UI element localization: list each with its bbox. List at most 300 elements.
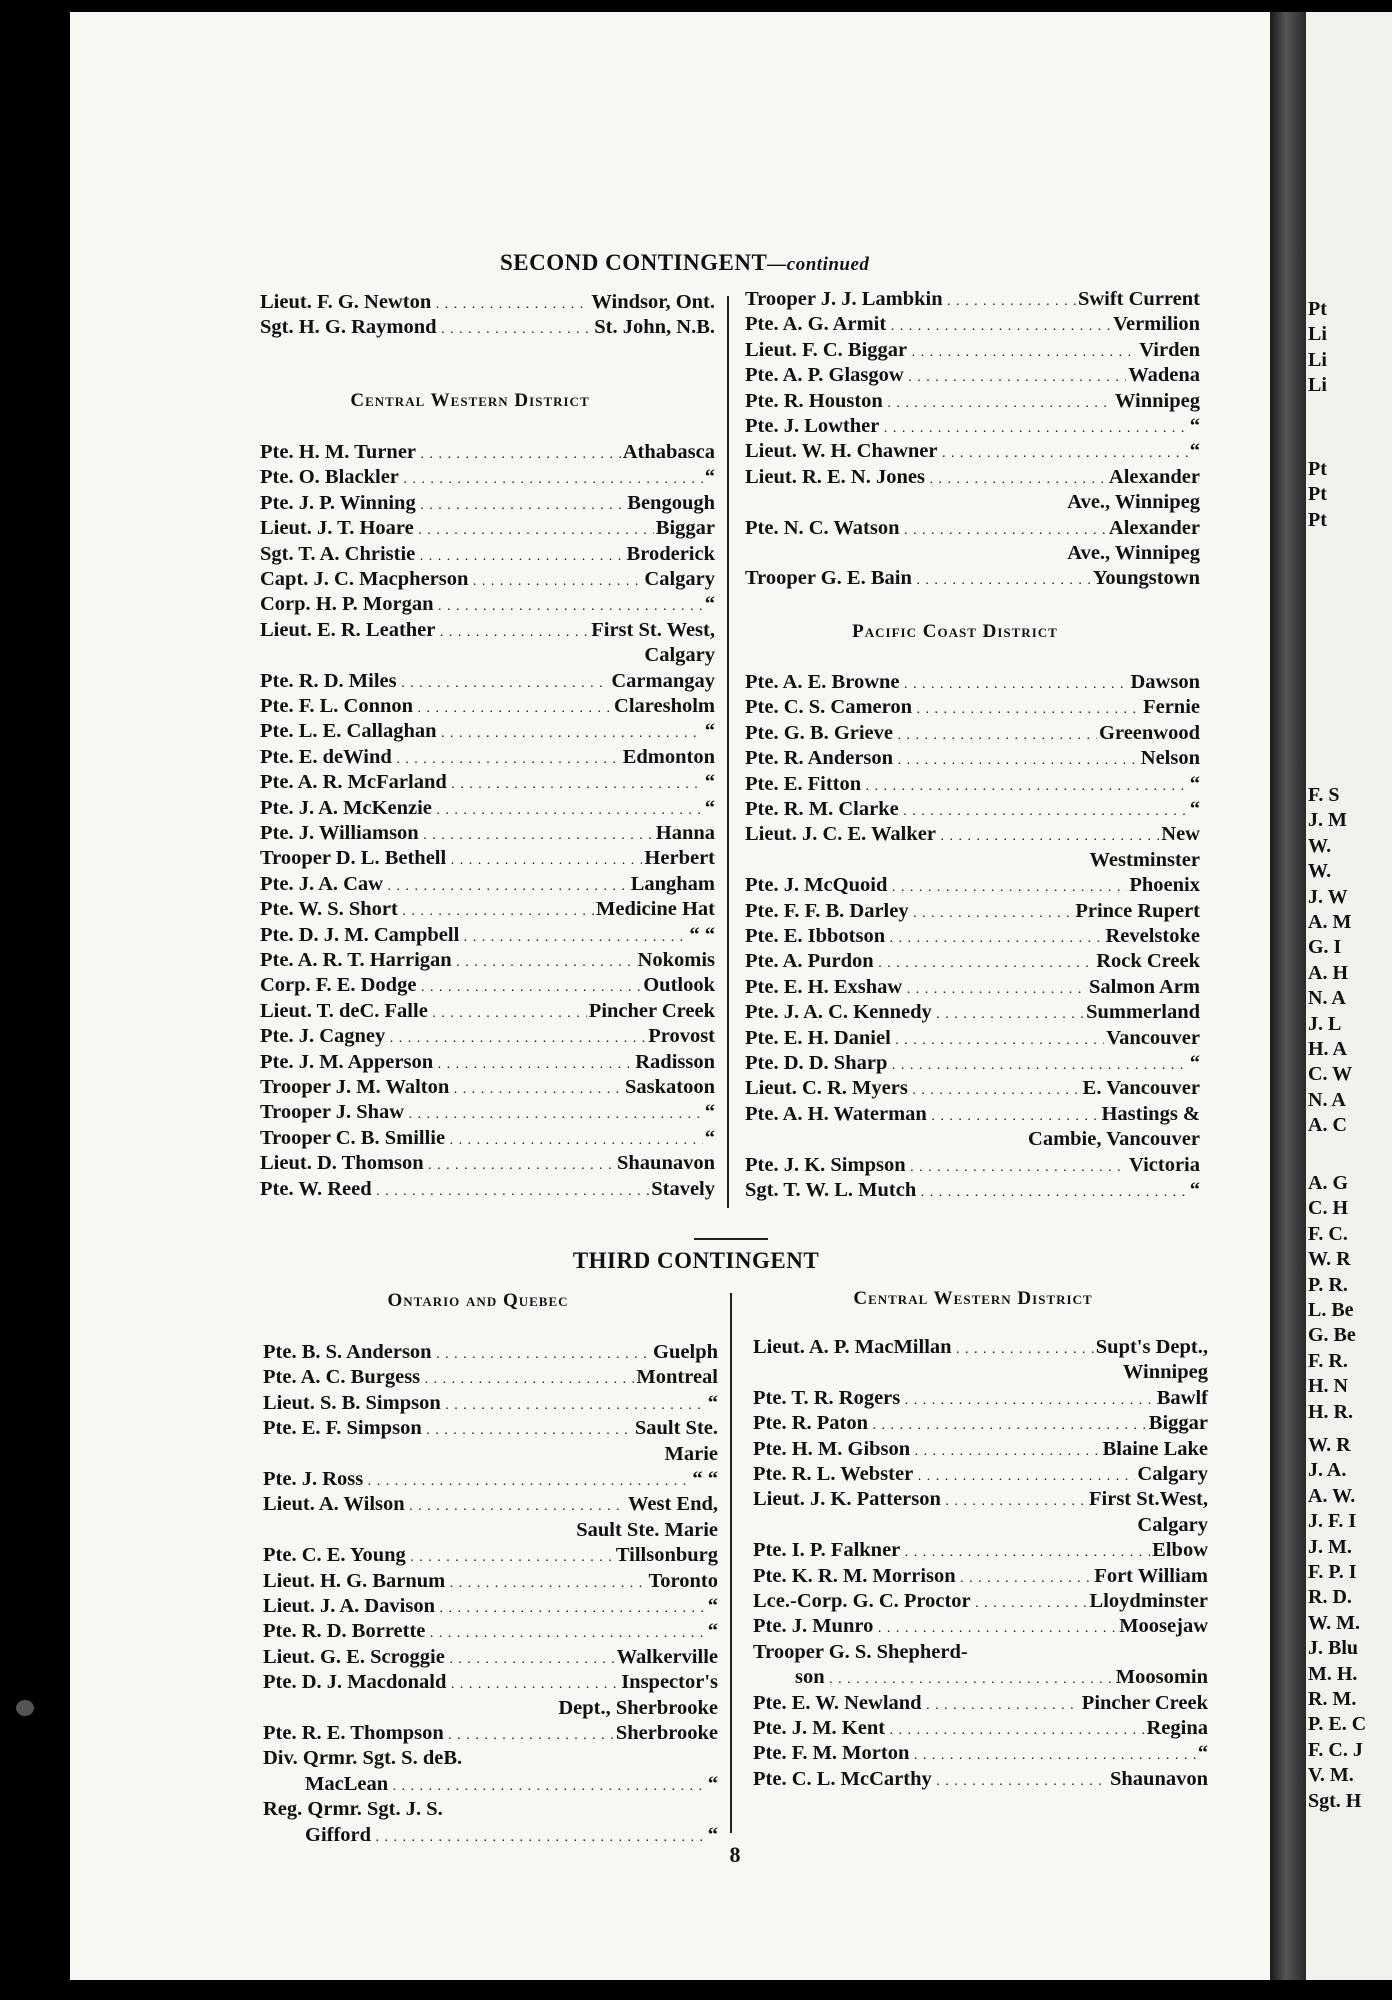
entry-name: Pte. F. M. Morton . . . bbox=[753, 1741, 1196, 1766]
entry-name: Lieut. R. E. N. Jones . . . bbox=[745, 465, 1107, 490]
entry-place: Broderick bbox=[626, 542, 715, 565]
entry-place: Hastings & bbox=[1101, 1102, 1200, 1125]
roster-entry bbox=[260, 770, 715, 795]
entry-place: Pincher Creek bbox=[588, 999, 715, 1022]
entry-place: Vancouver bbox=[1106, 1026, 1200, 1049]
entry-name: Gifford . . . bbox=[263, 1823, 706, 1848]
roster-entry bbox=[753, 1614, 1208, 1639]
entry-name: Pte. L. E. Callaghan . . . bbox=[260, 719, 703, 744]
adjacent-page-fragment: W. bbox=[1308, 860, 1332, 883]
entry-name: Pte. J. A. McKenzie . . . bbox=[260, 796, 703, 821]
roster-entry bbox=[263, 1746, 718, 1771]
entry-name: Pte. E. Fitton . . . bbox=[745, 772, 1188, 797]
entry-place: Swift Current bbox=[1077, 288, 1200, 310]
entry-name: Trooper J. J. Lambkin . . . bbox=[745, 287, 1076, 312]
entry-place: Biggar bbox=[655, 517, 715, 540]
entry-place: Rock Creek bbox=[1096, 950, 1200, 973]
roster-entry bbox=[260, 516, 715, 541]
roster-entry bbox=[745, 924, 1200, 949]
adjacent-page-fragment: G. Be bbox=[1308, 1324, 1356, 1347]
entry-place: First St. West, bbox=[591, 618, 715, 641]
roster-entry bbox=[745, 1102, 1200, 1127]
entry-name: Pte. J. P. Winning . . . bbox=[260, 491, 625, 516]
roster-entry bbox=[263, 1670, 718, 1695]
entry-name: Lieut. J. C. E. Walker . . . bbox=[745, 822, 1159, 847]
roster-entry bbox=[753, 1640, 1208, 1665]
roster-entry bbox=[753, 1691, 1208, 1716]
entry-name: Lieut. W. H. Chawner . . . bbox=[745, 439, 1188, 464]
roster-entry bbox=[263, 1467, 718, 1492]
entry-name: Lieut. J. T. Hoare . . . bbox=[260, 516, 654, 541]
entry-place-continued: Cambie, Vancouver bbox=[1028, 1128, 1200, 1151]
adjacent-page-fragment: H. N bbox=[1308, 1375, 1348, 1398]
entry-place: Moosomin bbox=[1115, 1666, 1208, 1689]
entry-place: Dawson bbox=[1130, 671, 1200, 693]
book-gutter bbox=[1270, 12, 1306, 1980]
roster-entry bbox=[260, 999, 715, 1024]
entry-name: Pte. A. Purdon . . . bbox=[745, 949, 1094, 974]
entry-name: Pte. I. P. Falkner . . . bbox=[753, 1538, 1150, 1563]
entry-place: “ bbox=[704, 796, 715, 819]
entry-place-continued: Marie bbox=[664, 1442, 718, 1465]
entry-place: Nelson bbox=[1140, 747, 1200, 770]
roster-entry bbox=[260, 973, 715, 998]
roster-entry bbox=[753, 1767, 1208, 1792]
entry-name: Pte. D. D. Sharp . . . bbox=[745, 1051, 1188, 1076]
roster-entry bbox=[263, 1391, 718, 1416]
entry-place: Athabasca bbox=[622, 441, 715, 463]
roster-entry bbox=[263, 1721, 718, 1746]
entry-name: Corp. F. E. Dodge . . . bbox=[260, 973, 641, 998]
entry-place: “ bbox=[704, 1126, 715, 1149]
entry-name: Pte. D. J. M. Campbell . . . bbox=[260, 923, 687, 948]
column-divider-bottom bbox=[730, 1293, 732, 1833]
entry-place: “ bbox=[704, 1101, 715, 1124]
roster-entry bbox=[260, 290, 715, 315]
roster-entry bbox=[263, 1543, 718, 1568]
entry-place: Moosejaw bbox=[1119, 1615, 1208, 1638]
adjacent-page-fragment: Pt bbox=[1308, 508, 1327, 531]
entry-name: MacLean . . . bbox=[263, 1772, 706, 1797]
roster-entry bbox=[260, 872, 715, 897]
entry-name: Pte. F. F. B. Darley . . . bbox=[745, 899, 1073, 924]
roster-entry bbox=[745, 1153, 1200, 1178]
adjacent-page-fragment: F. C. bbox=[1308, 1222, 1348, 1245]
entry-place: Guelph bbox=[653, 1341, 718, 1363]
roster-entry bbox=[753, 1386, 1208, 1411]
entry-place: Medicine Hat bbox=[596, 898, 715, 921]
entry-place: “ bbox=[704, 720, 715, 743]
entry-place: “ bbox=[707, 1391, 718, 1414]
entry-place: Outlook bbox=[643, 974, 715, 997]
entry-name: Pte. C. L. McCarthy . . . bbox=[753, 1767, 1108, 1792]
entry-place: Claresholm bbox=[614, 695, 715, 717]
entry-name: Pte. K. R. M. Morrison . . . bbox=[753, 1564, 1092, 1589]
entry-name: Pte. J. Ross . . . bbox=[263, 1467, 690, 1492]
adjacent-page-fragment: J. M. bbox=[1308, 1535, 1352, 1558]
entry-place: “ bbox=[707, 1823, 718, 1846]
entry-place: Windsor, Ont. bbox=[591, 291, 715, 313]
roster-entry bbox=[260, 1100, 715, 1125]
entry-name: Pte. D. J. Macdonald . . . bbox=[263, 1670, 619, 1695]
adjacent-page-fragment: J. F. I bbox=[1308, 1510, 1357, 1533]
adjacent-page-fragment: A. H bbox=[1308, 961, 1348, 984]
entry-name: Sgt. T. A. Christie . . . bbox=[260, 542, 625, 567]
entry-place: Victoria bbox=[1129, 1153, 1200, 1176]
entry-place-continued: Calgary bbox=[644, 644, 715, 667]
roster-entry bbox=[263, 1594, 718, 1619]
entry-name: Lieut. J. K. Patterson . . . bbox=[753, 1487, 1087, 1512]
roster-entry bbox=[263, 1416, 718, 1441]
adjacent-page-fragment: R. M. bbox=[1308, 1688, 1357, 1710]
roster-entry bbox=[745, 670, 1200, 695]
entry-name: Pte. C. S. Cameron . . . bbox=[745, 695, 1141, 720]
entry-name: Lieut. E. R. Leather . . . bbox=[260, 618, 589, 643]
roster-entry bbox=[753, 1335, 1208, 1360]
roster-entry bbox=[753, 1741, 1208, 1766]
roster-entry bbox=[745, 439, 1200, 464]
entry-place: Montreal bbox=[636, 1366, 718, 1389]
entry-name: Pte. W. Reed . . . bbox=[260, 1177, 649, 1202]
roster-entry bbox=[263, 1772, 718, 1797]
entry-name: Lieut. C. R. Myers . . . bbox=[745, 1076, 1081, 1101]
ink-smudge bbox=[16, 1700, 34, 1716]
roster-entry bbox=[260, 1151, 715, 1176]
adjacent-page-fragment: G. I bbox=[1308, 936, 1342, 959]
entry-name: Pte. J. Lowther . . . bbox=[745, 414, 1188, 439]
roster-entry bbox=[260, 440, 715, 465]
entry-name: Pte. E. F. Simpson . . . bbox=[263, 1416, 633, 1441]
adjacent-page-fragment: C. W bbox=[1308, 1063, 1353, 1086]
entry-place: Saskatoon bbox=[624, 1076, 715, 1098]
entry-name: Lieut. A. Wilson . . . bbox=[263, 1492, 626, 1517]
roster-entry bbox=[753, 1437, 1208, 1462]
adjacent-page-fragment: N. A bbox=[1308, 1088, 1346, 1111]
roster-entry bbox=[260, 1075, 715, 1100]
third-contingent-title: THIRD CONTINGENT bbox=[572, 1248, 820, 1273]
adjacent-page-fragment: P. R. bbox=[1308, 1273, 1348, 1296]
entry-name: Pte. C. E. Young . . . bbox=[263, 1543, 614, 1568]
adjacent-page-fragment: A. M bbox=[1308, 911, 1352, 933]
adjacent-page-fragment: Pt bbox=[1308, 458, 1327, 480]
entry-place: Pincher Creek bbox=[1081, 1691, 1208, 1714]
adjacent-page-fragment: F. R. bbox=[1308, 1349, 1348, 1372]
entry-name: Pte. F. L. Connon . . . bbox=[260, 694, 612, 719]
entry-name: Sgt. H. G. Raymond . . . bbox=[260, 315, 592, 340]
entry-place: Edmonton bbox=[622, 745, 715, 768]
roster-entry bbox=[745, 949, 1200, 974]
roster-entry bbox=[745, 363, 1200, 388]
entry-place: Winnipeg bbox=[1114, 389, 1200, 412]
adjacent-page-fragment: F. C. J bbox=[1308, 1738, 1363, 1761]
entry-name: Pte. J. A. Caw . . . bbox=[260, 872, 629, 897]
adjacent-page-fragment: W. R bbox=[1308, 1248, 1351, 1271]
entry-name: Pte. E. W. Newland . . . bbox=[753, 1691, 1080, 1716]
roster-entry bbox=[260, 796, 715, 821]
entry-name: Pte. A. R. McFarland . . . bbox=[260, 770, 703, 795]
roster-entry bbox=[745, 414, 1200, 439]
entry-place: Carmangay bbox=[611, 669, 715, 692]
entry-name: Reg. Qrmr. Sgt. J. S. bbox=[263, 1798, 443, 1821]
roster-entry bbox=[753, 1716, 1208, 1741]
roster-entry bbox=[260, 567, 715, 592]
entry-name: Pte. R. M. Clarke . . . bbox=[745, 797, 1188, 822]
entry-place: Shaunavon bbox=[1109, 1767, 1208, 1790]
entry-name: Trooper J. Shaw . . . bbox=[260, 1100, 703, 1125]
entry-name: Pte. R. Paton . . . bbox=[753, 1411, 1147, 1436]
entry-name: Pte. E. Ibbotson . . . bbox=[745, 924, 1103, 949]
entry-place: Youngstown bbox=[1092, 567, 1200, 590]
entry-name: Pte. G. B. Grieve . . . bbox=[745, 721, 1097, 746]
entry-place: Toronto bbox=[648, 1569, 718, 1592]
adjacent-page-fragment: J. Blu bbox=[1308, 1637, 1359, 1660]
entry-name: Pte. N. C. Watson . . . bbox=[745, 516, 1107, 541]
entry-name: Pte. W. S. Short . . . bbox=[260, 897, 594, 922]
adjacent-page-fragment: R. D. bbox=[1308, 1586, 1352, 1609]
roster-entry bbox=[753, 1564, 1208, 1589]
roster-entry bbox=[260, 948, 715, 973]
entry-name: Trooper C. B. Smillie . . . bbox=[260, 1126, 703, 1151]
entry-name: Lieut. J. A. Davison . . . bbox=[263, 1594, 706, 1619]
entry-place-continued: Ave., Winnipeg bbox=[1067, 542, 1200, 564]
adjacent-page-fragment: Sgt. H bbox=[1308, 1789, 1362, 1812]
entry-place-continued: Winnipeg bbox=[1122, 1361, 1208, 1384]
entry-place: “ “ bbox=[689, 923, 715, 946]
adjacent-page-fragment: Pt bbox=[1308, 298, 1327, 320]
entry-name: Pte. R. L. Webster . . . bbox=[753, 1462, 1135, 1487]
roster-entry bbox=[260, 1126, 715, 1151]
roster-entry bbox=[745, 566, 1200, 591]
roster-entry bbox=[745, 1000, 1200, 1025]
district-heading: Pacific Coast District bbox=[852, 621, 1058, 642]
entry-place: Sherbrooke bbox=[615, 1722, 718, 1744]
roster-entry bbox=[745, 1026, 1200, 1051]
entry-place bbox=[443, 1797, 445, 1822]
entry-place: Regina bbox=[1146, 1717, 1208, 1739]
entry-place: E. Vancouver bbox=[1082, 1077, 1200, 1100]
section-continued: —continued bbox=[767, 254, 870, 275]
entry-name: Pte. E. H. Exshaw . . . bbox=[745, 975, 1087, 1000]
entry-name: Pte. J. M. Apperson . . . bbox=[260, 1050, 633, 1075]
entry-place: Fort William bbox=[1094, 1564, 1208, 1587]
entry-place: St. John, N.B. bbox=[594, 316, 715, 339]
entry-place: Fernie bbox=[1143, 696, 1200, 719]
roster-entry bbox=[745, 389, 1200, 414]
entry-place: “ bbox=[707, 1620, 718, 1643]
entry-place: “ bbox=[1189, 415, 1200, 437]
entry-place: Radisson bbox=[635, 1050, 715, 1073]
roster-entry bbox=[260, 542, 715, 567]
adjacent-page-fragment: N. A bbox=[1308, 987, 1346, 1010]
entry-name: Pte. J. Cagney . . . bbox=[260, 1024, 646, 1049]
entry-name: Div. Qrmr. Sgt. S. deB. bbox=[263, 1747, 463, 1770]
roster-entry bbox=[263, 1340, 718, 1365]
roster-entry bbox=[753, 1665, 1208, 1690]
roster-entry bbox=[745, 1178, 1200, 1203]
entry-place: Salmon Arm bbox=[1088, 975, 1200, 998]
roster-entry bbox=[260, 846, 715, 871]
adjacent-page-fragment: J. W bbox=[1308, 885, 1348, 908]
entry-name: Pte. R. D. Borrette . . . bbox=[263, 1619, 706, 1644]
adjacent-page-fragment: W. M. bbox=[1308, 1611, 1361, 1634]
roster-entry bbox=[753, 1538, 1208, 1563]
district-heading: Central Western District bbox=[350, 390, 590, 411]
roster-entry bbox=[745, 822, 1200, 847]
adjacent-page-fragment: J. L bbox=[1308, 1012, 1342, 1035]
entry-place: Alexander bbox=[1108, 516, 1200, 539]
roster-entry bbox=[753, 1411, 1208, 1436]
entry-place: Prince Rupert bbox=[1075, 899, 1200, 922]
section-title: SECOND CONTINGENT bbox=[500, 250, 768, 275]
entry-place-continued: Ave., Winnipeg bbox=[1067, 491, 1200, 514]
roster-entry bbox=[260, 315, 715, 340]
entry-name: Pte. R. D. Miles . . . bbox=[260, 669, 609, 694]
roster-entry bbox=[260, 923, 715, 948]
adjacent-page-fragment: A. C bbox=[1308, 1114, 1347, 1137]
entry-place: Blaine Lake bbox=[1102, 1437, 1208, 1460]
entry-name: Pte. E. H. Daniel . . . bbox=[745, 1026, 1104, 1051]
entry-name: Lieut. D. Thomson . . . bbox=[260, 1151, 615, 1176]
entry-name: Lieut. A. P. MacMillan . . . bbox=[753, 1335, 1094, 1360]
roster-entry bbox=[260, 694, 715, 719]
roster-entry bbox=[263, 1492, 718, 1517]
entry-name: Trooper G. E. Bain . . . bbox=[745, 566, 1091, 591]
entry-name: Lieut. G. E. Scroggie . . . bbox=[263, 1645, 615, 1670]
adjacent-page-fragment: C. H bbox=[1308, 1197, 1348, 1220]
entry-name: Trooper G. S. Shepherd- bbox=[753, 1640, 968, 1663]
entry-place: “ bbox=[707, 1595, 718, 1617]
entry-place-continued: Dept., Sherbrooke bbox=[558, 1696, 718, 1719]
entry-name: Trooper D. L. Bethell . . . bbox=[260, 846, 642, 871]
entry-place: Inspector's bbox=[621, 1671, 718, 1694]
entry-name: Pte. J. A. C. Kennedy . . . bbox=[745, 1000, 1084, 1025]
roster-entry bbox=[260, 821, 715, 846]
entry-place: Shaunavon bbox=[616, 1152, 715, 1175]
entry-place: Phoenix bbox=[1129, 874, 1200, 897]
roster-entry bbox=[260, 592, 715, 617]
entry-place: Langham bbox=[630, 872, 715, 895]
entry-place: Calgary bbox=[644, 568, 715, 590]
entry-place: “ bbox=[1189, 772, 1200, 795]
entry-name: son . . . bbox=[753, 1665, 1114, 1690]
entry-name: Pte. B. S. Anderson . . . bbox=[263, 1340, 651, 1365]
contingent-separator bbox=[694, 1238, 768, 1240]
entry-name: Lieut. H. G. Barnum . . . bbox=[263, 1569, 647, 1594]
entry-name: Pte. A. C. Burgess . . . bbox=[263, 1365, 634, 1390]
roster-entry bbox=[260, 719, 715, 744]
adjacent-page-fragment: Li bbox=[1308, 323, 1327, 346]
entry-place: Alexander bbox=[1108, 465, 1200, 488]
column-divider-top bbox=[727, 296, 729, 1208]
roster-entry bbox=[745, 465, 1200, 490]
roster-entry bbox=[260, 1177, 715, 1202]
entry-place: Nokomis bbox=[637, 949, 715, 971]
roster-entry bbox=[745, 797, 1200, 822]
entry-place: Lloydminster bbox=[1089, 1590, 1208, 1612]
adjacent-page-edge bbox=[1306, 12, 1392, 1980]
district-heading: Central Western District bbox=[853, 1288, 1093, 1309]
entry-place: “ “ bbox=[692, 1468, 718, 1490]
adjacent-page-fragment: F. S bbox=[1308, 784, 1340, 806]
roster-entry bbox=[753, 1462, 1208, 1487]
entry-place: First St.West, bbox=[1089, 1488, 1208, 1511]
roster-entry bbox=[745, 1051, 1200, 1076]
roster-entry bbox=[260, 1050, 715, 1075]
entry-place: Provost bbox=[648, 1025, 715, 1048]
entry-name: Pte. R. Houston . . . bbox=[745, 389, 1113, 414]
entry-name: Pte. R. Anderson . . . bbox=[745, 746, 1139, 771]
entry-place: “ bbox=[1189, 440, 1200, 463]
roster-entry bbox=[263, 1365, 718, 1390]
adjacent-page-fragment: J. M bbox=[1308, 809, 1347, 832]
entry-name: Pte. A. R. T. Harrigan . . . bbox=[260, 948, 636, 973]
roster-entry bbox=[260, 897, 715, 922]
roster-entry bbox=[263, 1619, 718, 1644]
adjacent-page-fragment: M. H. bbox=[1308, 1662, 1358, 1685]
entry-name: Sgt. T. W. L. Mutch . . . bbox=[745, 1178, 1188, 1203]
adjacent-page-fragment: W. bbox=[1308, 834, 1332, 857]
entry-place: Sault Ste. bbox=[634, 1417, 718, 1440]
roster-entry bbox=[260, 618, 715, 643]
entry-name: Pte. A. E. Browne . . . bbox=[745, 670, 1129, 695]
roster-entry bbox=[745, 772, 1200, 797]
adjacent-page-fragment: F. P. I bbox=[1308, 1561, 1357, 1583]
adjacent-page-fragment: P. E. C bbox=[1308, 1713, 1367, 1736]
entry-place: Summerland bbox=[1086, 1001, 1200, 1024]
page-number: 8 bbox=[729, 1842, 741, 1867]
entry-name: Pte. A. H. Waterman . . . bbox=[745, 1102, 1099, 1127]
entry-place-continued: Westminster bbox=[1089, 848, 1200, 871]
district-heading: Ontario and Quebec bbox=[387, 1290, 569, 1311]
entry-name: Trooper J. M. Walton . . . bbox=[260, 1075, 623, 1100]
roster-entry bbox=[263, 1645, 718, 1670]
adjacent-page-fragment: A. G bbox=[1308, 1172, 1348, 1194]
entry-name: Pte. J. M. Kent . . . bbox=[753, 1716, 1145, 1741]
entry-place: Bawlf bbox=[1156, 1386, 1208, 1409]
entry-place: Calgary bbox=[1137, 1463, 1208, 1485]
entry-place: “ bbox=[707, 1772, 718, 1795]
roster-entry bbox=[260, 491, 715, 516]
entry-name: Corp. H. P. Morgan . . . bbox=[260, 592, 703, 617]
entry-place: Walkerville bbox=[616, 1645, 718, 1668]
adjacent-page-fragment: Li bbox=[1308, 374, 1327, 397]
entry-place-continued: Sault Ste. Marie bbox=[576, 1518, 718, 1541]
entry-place: Herbert bbox=[644, 847, 715, 870]
entry-place: “ bbox=[704, 466, 715, 489]
entry-place-continued: Calgary bbox=[1137, 1513, 1208, 1536]
roster-entry bbox=[745, 873, 1200, 898]
entry-place: Stavely bbox=[651, 1177, 715, 1200]
roster-entry bbox=[745, 899, 1200, 924]
entry-name: Pte. J. Williamson . . . bbox=[260, 821, 654, 846]
entry-place: “ bbox=[1197, 1742, 1208, 1765]
roster-entry bbox=[745, 287, 1200, 312]
entry-place: Virden bbox=[1139, 338, 1200, 361]
roster-entry bbox=[260, 1024, 715, 1049]
entry-name: Pte. T. R. Rogers . . . bbox=[753, 1386, 1155, 1411]
entry-place: New bbox=[1161, 823, 1200, 846]
entry-place: Revelstoke bbox=[1105, 925, 1200, 947]
roster-entry bbox=[745, 721, 1200, 746]
adjacent-page-fragment: Li bbox=[1308, 348, 1327, 371]
entry-name: Pte. A. G. Armit . . . bbox=[745, 312, 1111, 337]
entry-place bbox=[968, 1640, 970, 1665]
entry-name: Pte. J. McQuoid . . . bbox=[745, 873, 1127, 898]
roster-entry bbox=[745, 746, 1200, 771]
entry-place: Hanna bbox=[655, 822, 715, 844]
adjacent-page-fragment: Pt bbox=[1308, 483, 1327, 506]
adjacent-page-fragment: W. R bbox=[1308, 1434, 1351, 1456]
